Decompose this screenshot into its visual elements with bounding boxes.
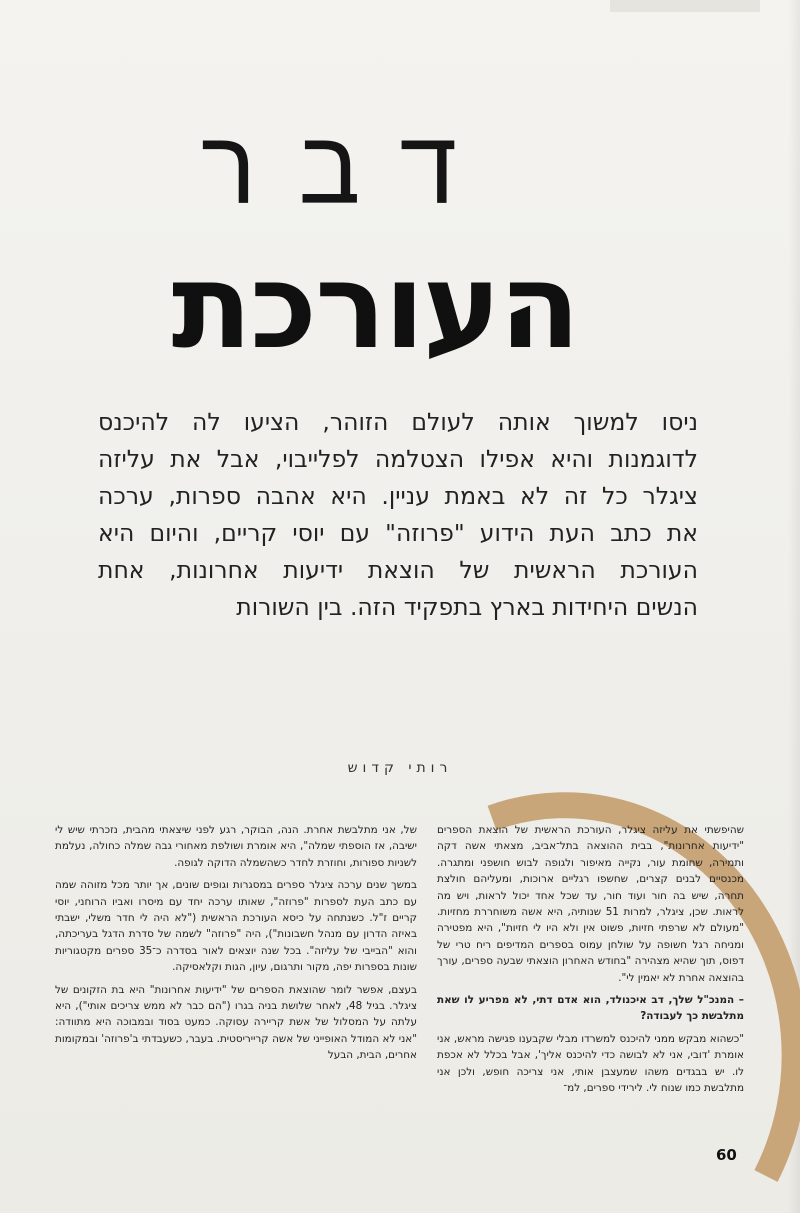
page-number: 60 [716,1146,737,1164]
body-paragraph: של, אני מתלבשת אחרת. הנה, הבוקר, רגע לפני שיצאתי מהבית, נזכרתי שיש לי ישיבה, אז הוספתי שמלה", היא אומרת ושולפת מאחורי גבה שמלה כחולה, נעלמת לשניות ספורות, וחוזרת לחדר כשהשמלה הדוקה לגופה. [55,824,417,869]
lead-paragraph [98,404,698,626]
lead-line: הנשים היחידות בארץ בתפקיד הזה. בין השורות [236,593,698,621]
interview-answer: "כשהוא מבקש ממני להיכנס למשרדו מבלי שקבענו פגישה מראש, אני אומרת 'דובי, אני לא לבושה כדי להיכנס אליך', אבל בכלל לא אכפת לו. יש בבגדים משהו שמעצבן אותי, אני צריכה חופש, ולכן אני מתלבשת כמו שנוח לי. לירידי ספרים, למ־ [437,1032,744,1095]
lead-line: ניסו למשוך אותה לעולם הזוהר, הציעו לה להיכנס [98,408,698,436]
lead-line: את כתב העת הידוע "פרוזה" עם יוסי קריים, והיום היא [98,519,698,547]
interview-question: – המנכ"ל שלך, דב איכנולד, הוא אדם דתי, לא מפריע לו שאת מתלבשת כך לעבודה? [437,994,744,1023]
lead-line: העורכת הראשית של הוצאת ידיעות אחרונות, אחת [98,556,698,584]
page-fold-shadow [788,0,800,1213]
headline-word-haorechet: העורכת [171,237,579,375]
body-paragraph: שהיפשתי את עליזה ציגלר, העורכת הראשית של הוצאת הספרים "ידיעות אחרונות", בבית ההוצאה בתל־אביב, מצאתי אשה דקה ותמירה, שחומת עור, נקייה מאיפור ולגופה לבוש חושפני ומתגרה. מכנסיים לבנים קצרים, שחשפו רגליים ארוכות, ומעליהם חולצת תחרה, שיש בה חור ועוד חור, עד שכל אחד יכול לראות, ויש מה לראות. שכן, ציגלר, למרות 51 שנותיה, היא אשה משוחררת מחזיות. "מעולם לא שרפתי חזיות, פשוט אין ולא היו לי חזיות", היא מפטירה ומניחה רגל חשופה על שולחן עמוס בספרים המדיפים ריח טרי של דפוס, תוך שהיא מצהירה "בחודש האחרון הוצאתי שבעה ספרים, עורך בהוצאה אחרת לא יאמין לי". [437,824,745,984]
lead-line: ציגלר כל זה לא באמת עניין. היא אהבה ספרות, ערכה [98,482,698,510]
body-paragraph: במשך שנים ערכה ציגלר ספרים במסגרות וגופים שונים, אך יותר מכל מזוהה שמה עם כתב העת לספרות "פרוזה", שאותו ערכה יחד עם מיסרו ואביו הרוחני, יוסי קריים ז"ל. כשנתחה על כיסא העורכת הראשית ("לא היה לי חדר משלי, ישבתי באיזה הדרון עם מנהל חשבונות"), היה "פרוזה" לשמה של סדרת הדגל בעריכתה, והוא "הבייבי של עליזה". בכל שנה יוצאים לאור בסדרה כ־35 ספרים מקטגוריות שונות בספרות יפה, מקור ותרגום, עיון, הגות וקלאסיקה. [55,879,417,974]
top-edge-strip [610,0,760,12]
lead-line: לדוגמנות והיא אפילו הצטלמה לפלייבוי, אבל את עליזה [98,445,698,473]
article-column-left [55,822,417,1070]
body-paragraph: בעצם, אפשר לומר שהוצאת הספרים של "ידיעות אחרונות" היא בת הזקונים של ציגלר. בגיל 48, לאחר שלושת בניה בגרו ("הם כבר לא ממש צריכים אותי"), היא עלתה על המסלול של אשת קריירה עסוקה. כמעט בסוד ובמבוכה היא מתוודה: "אני לא המודל האופייני של אשה קרייריסטית. בעבר, כשעבדתי ב'פרוזה' ובמקומות אחרים, הבית, הבעל [55,983,418,1062]
author-byline: רותי קדוש [347,760,453,776]
headline-word-davar: דבר [200,106,500,228]
article-column-right [437,822,744,1103]
